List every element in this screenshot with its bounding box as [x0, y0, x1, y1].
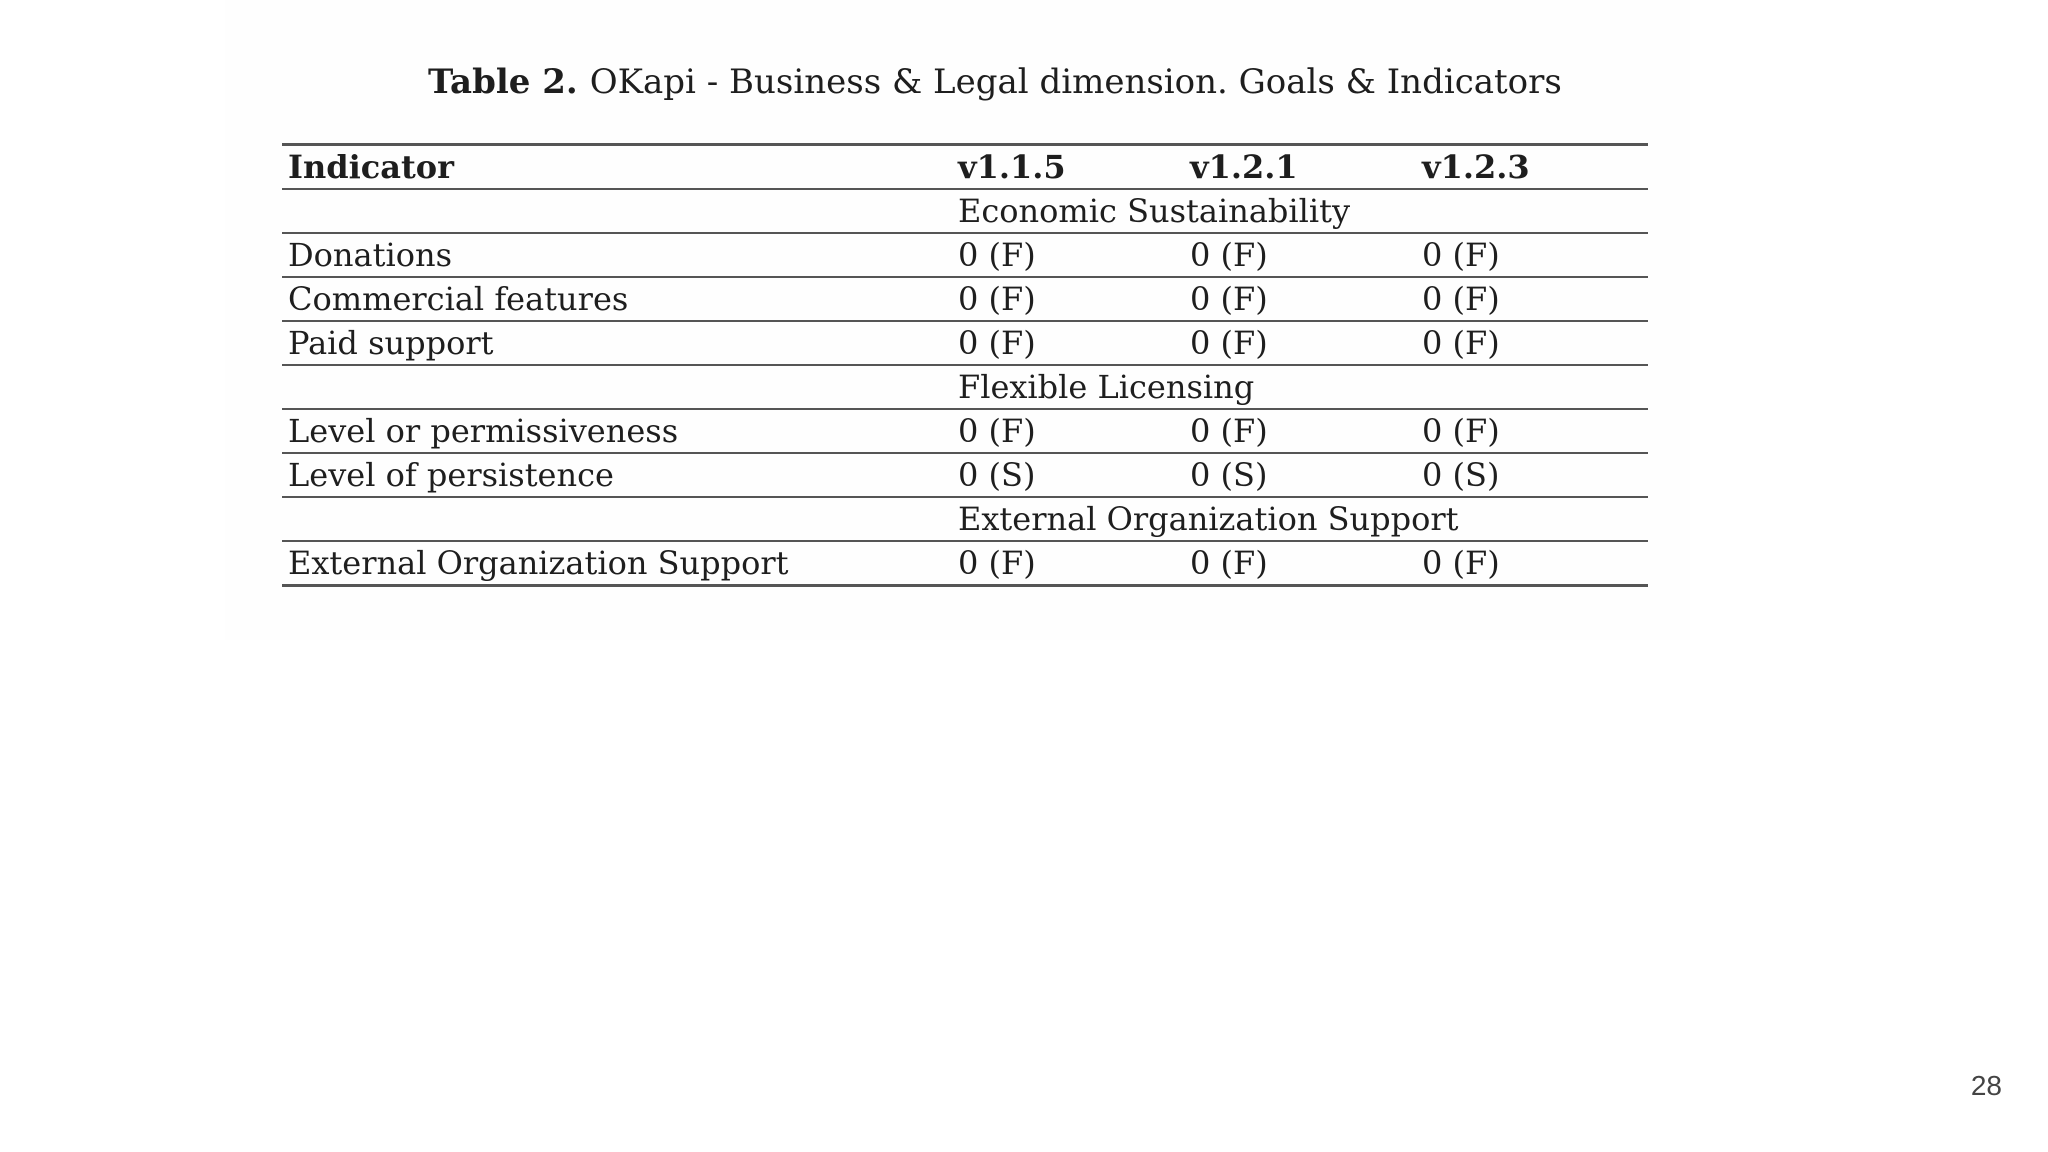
table-header-row: [282, 145, 1648, 190]
value-cell: 0 (F): [1416, 409, 1648, 453]
indicator-cell: Donations: [282, 233, 952, 277]
page-number: 28: [1970, 1070, 2002, 1101]
value-cell: 0 (F): [1416, 541, 1648, 586]
indicators-table: [282, 143, 1648, 587]
header-indicator: Indicator: [282, 145, 952, 190]
value-cell: 0 (F): [1184, 321, 1416, 365]
section-title-external-organization-support: External Organization Support: [952, 497, 1648, 541]
header-v1-2-3: v1.2.3: [1416, 145, 1648, 190]
section-title-flexible-licensing: Flexible Licensing: [952, 365, 1648, 409]
caption-text: OKapi - Business & Legal dimension. Goals & Indicators: [589, 62, 1562, 102]
table-caption: [428, 62, 1562, 102]
indicator-cell: Paid support: [282, 321, 952, 365]
section-spacer: [282, 497, 952, 541]
value-cell: 0 (F): [1416, 321, 1648, 365]
value-cell: 0 (S): [952, 453, 1184, 497]
caption-label: Table 2.: [428, 62, 578, 102]
section-title-economic-sustainability: Economic Sustainability: [952, 189, 1648, 233]
table-row: [282, 409, 1648, 453]
header-v1-1-5: v1.1.5: [952, 145, 1184, 190]
indicator-cell: Level of persistence: [282, 453, 952, 497]
value-cell: 0 (F): [1416, 277, 1648, 321]
value-cell: 0 (F): [952, 409, 1184, 453]
indicator-cell: External Organization Support: [282, 541, 952, 586]
indicator-cell: Level or permissiveness: [282, 409, 952, 453]
value-cell: 0 (F): [1184, 409, 1416, 453]
value-cell: 0 (F): [952, 277, 1184, 321]
value-cell: 0 (F): [952, 541, 1184, 586]
table-row: [282, 453, 1648, 497]
table-row: [282, 321, 1648, 365]
table-row: [282, 277, 1648, 321]
indicator-cell: Commercial features: [282, 277, 952, 321]
table-row: [282, 233, 1648, 277]
value-cell: 0 (S): [1416, 453, 1648, 497]
table-row: [282, 541, 1648, 586]
value-cell: 0 (F): [1184, 277, 1416, 321]
section-spacer: [282, 189, 952, 233]
section-row: [282, 365, 1648, 409]
section-spacer: [282, 365, 952, 409]
value-cell: 0 (S): [1184, 453, 1416, 497]
value-cell: 0 (F): [1416, 233, 1648, 277]
section-row: [282, 189, 1648, 233]
value-cell: 0 (F): [952, 233, 1184, 277]
value-cell: 0 (F): [952, 321, 1184, 365]
value-cell: 0 (F): [1184, 233, 1416, 277]
value-cell: 0 (F): [1184, 541, 1416, 586]
section-row: [282, 497, 1648, 541]
header-v1-2-1: v1.2.1: [1184, 145, 1416, 190]
